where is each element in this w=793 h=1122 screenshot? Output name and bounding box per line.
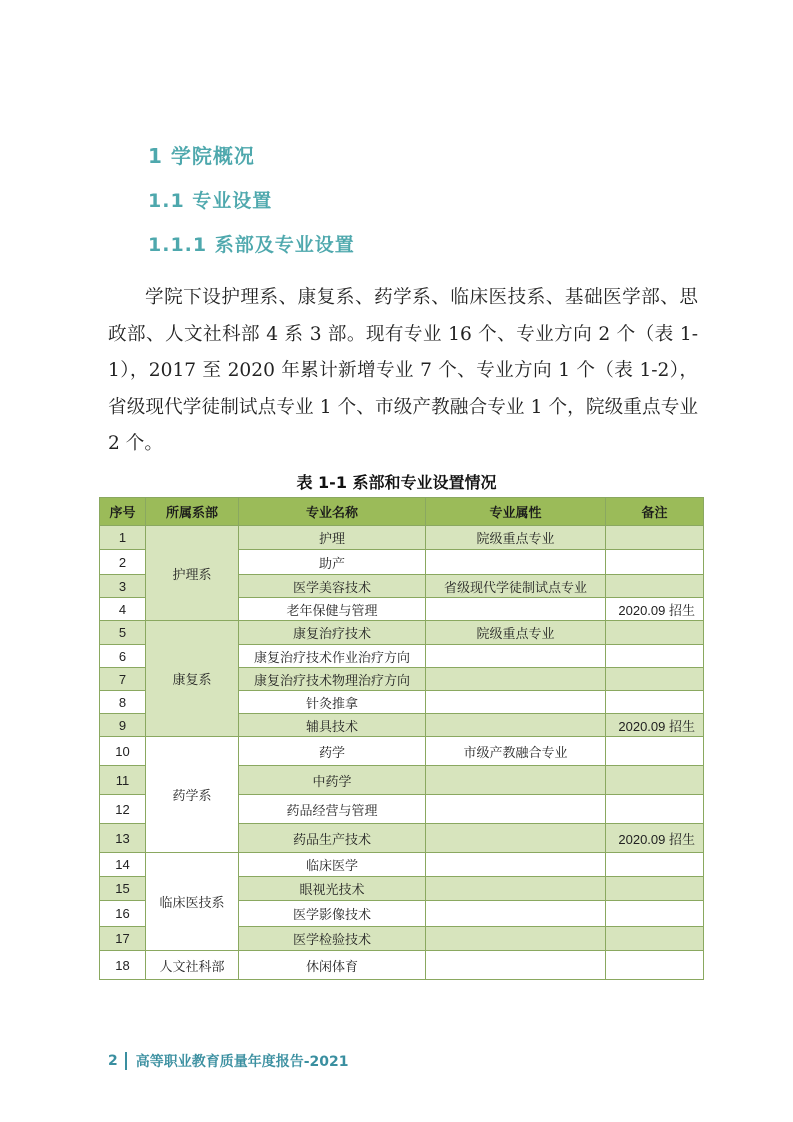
department-cell: 护理系	[146, 526, 239, 621]
major-cell: 药品经营与管理	[239, 795, 426, 824]
note-cell	[606, 691, 704, 714]
attribute-cell	[426, 550, 606, 575]
note-cell	[606, 795, 704, 824]
note-cell	[606, 901, 704, 927]
major-cell: 中药学	[239, 766, 426, 795]
table-row	[100, 526, 704, 550]
department-cell: 临床医技系	[146, 853, 239, 951]
section-heading-1-1-1: 1.1.1 系部及专业设置	[148, 234, 355, 256]
row-no: 8	[100, 691, 146, 714]
page-footer	[108, 1051, 349, 1071]
attribute-cell: 院级重点专业	[426, 526, 606, 550]
attribute-cell: 省级现代学徒制试点专业	[426, 575, 606, 598]
attribute-cell	[426, 853, 606, 877]
attribute-cell	[426, 691, 606, 714]
note-cell	[606, 575, 704, 598]
note-cell: 2020.09 招生	[606, 598, 704, 621]
major-cell: 医学美容技术	[239, 575, 426, 598]
note-cell	[606, 526, 704, 550]
table-row	[100, 737, 704, 766]
attribute-cell	[426, 901, 606, 927]
row-no: 3	[100, 575, 146, 598]
row-no: 12	[100, 795, 146, 824]
major-cell: 康复治疗技术	[239, 621, 426, 645]
note-cell	[606, 550, 704, 575]
attribute-cell	[426, 668, 606, 691]
attribute-cell	[426, 927, 606, 951]
note-cell	[606, 645, 704, 668]
major-cell: 针灸推拿	[239, 691, 426, 714]
row-no: 6	[100, 645, 146, 668]
table-row	[100, 853, 704, 877]
department-cell: 人文社科部	[146, 951, 239, 980]
major-cell: 药品生产技术	[239, 824, 426, 853]
header-note: 备注	[606, 498, 704, 526]
row-no: 10	[100, 737, 146, 766]
note-cell	[606, 853, 704, 877]
major-cell: 休闲体育	[239, 951, 426, 980]
attribute-cell: 市级产教融合专业	[426, 737, 606, 766]
attribute-cell	[426, 824, 606, 853]
row-no: 17	[100, 927, 146, 951]
attribute-cell	[426, 714, 606, 737]
table-row	[100, 951, 704, 980]
attribute-cell	[426, 645, 606, 668]
note-cell	[606, 951, 704, 980]
table-header-row	[100, 498, 704, 526]
header-major: 专业名称	[239, 498, 426, 526]
section-heading-1-1: 1.1 专业设置	[148, 190, 273, 212]
major-cell: 老年保健与管理	[239, 598, 426, 621]
major-cell: 临床医学	[239, 853, 426, 877]
note-cell: 2020.09 招生	[606, 714, 704, 737]
note-cell	[606, 877, 704, 901]
department-major-table	[99, 497, 704, 980]
row-no: 5	[100, 621, 146, 645]
row-no: 1	[100, 526, 146, 550]
row-no: 2	[100, 550, 146, 575]
attribute-cell	[426, 951, 606, 980]
row-no: 18	[100, 951, 146, 980]
section-heading-1: 1 学院概况	[148, 144, 255, 168]
department-cell: 康复系	[146, 621, 239, 737]
attribute-cell	[426, 598, 606, 621]
major-cell: 辅具技术	[239, 714, 426, 737]
attribute-cell	[426, 877, 606, 901]
attribute-cell	[426, 766, 606, 795]
attribute-cell: 院级重点专业	[426, 621, 606, 645]
row-no: 9	[100, 714, 146, 737]
row-no: 7	[100, 668, 146, 691]
major-cell: 康复治疗技术作业治疗方向	[239, 645, 426, 668]
header-department: 所属系部	[146, 498, 239, 526]
row-no: 15	[100, 877, 146, 901]
note-cell	[606, 737, 704, 766]
major-cell: 护理	[239, 526, 426, 550]
row-no: 14	[100, 853, 146, 877]
major-cell: 药学	[239, 737, 426, 766]
header-no: 序号	[100, 498, 146, 526]
note-cell	[606, 927, 704, 951]
major-cell: 康复治疗技术物理治疗方向	[239, 668, 426, 691]
header-attribute: 专业属性	[426, 498, 606, 526]
major-cell: 医学影像技术	[239, 901, 426, 927]
row-no: 4	[100, 598, 146, 621]
table-caption: 表 1-1 系部和专业设置情况	[296, 473, 497, 492]
footer-divider	[125, 1052, 127, 1070]
page-number: 2	[108, 1053, 118, 1069]
row-no: 13	[100, 824, 146, 853]
note-cell	[606, 766, 704, 795]
major-cell: 医学检验技术	[239, 927, 426, 951]
row-no: 11	[100, 766, 146, 795]
note-cell: 2020.09 招生	[606, 824, 704, 853]
note-cell	[606, 668, 704, 691]
major-cell: 眼视光技术	[239, 877, 426, 901]
major-cell: 助产	[239, 550, 426, 575]
report-title: 高等职业教育质量年度报告-2021	[135, 1054, 349, 1070]
body-paragraph: 学院下设护理系、康复系、药学系、临床医技系、基础医学部、思政部、人文社科部 4 系 3 部。现有专业 16 个、专业方向 2 个（表 1-1），2017 至 2020 年累计新增专业 7 个、专业方向 1 个（表 1-2），省级现代学徒制试点专业 1 个、市级产教融合专业 1 个，院级重点专业 2 个。	[108, 287, 698, 454]
row-no: 16	[100, 901, 146, 927]
table-row	[100, 621, 704, 645]
department-cell: 药学系	[146, 737, 239, 853]
note-cell	[606, 621, 704, 645]
attribute-cell	[426, 795, 606, 824]
